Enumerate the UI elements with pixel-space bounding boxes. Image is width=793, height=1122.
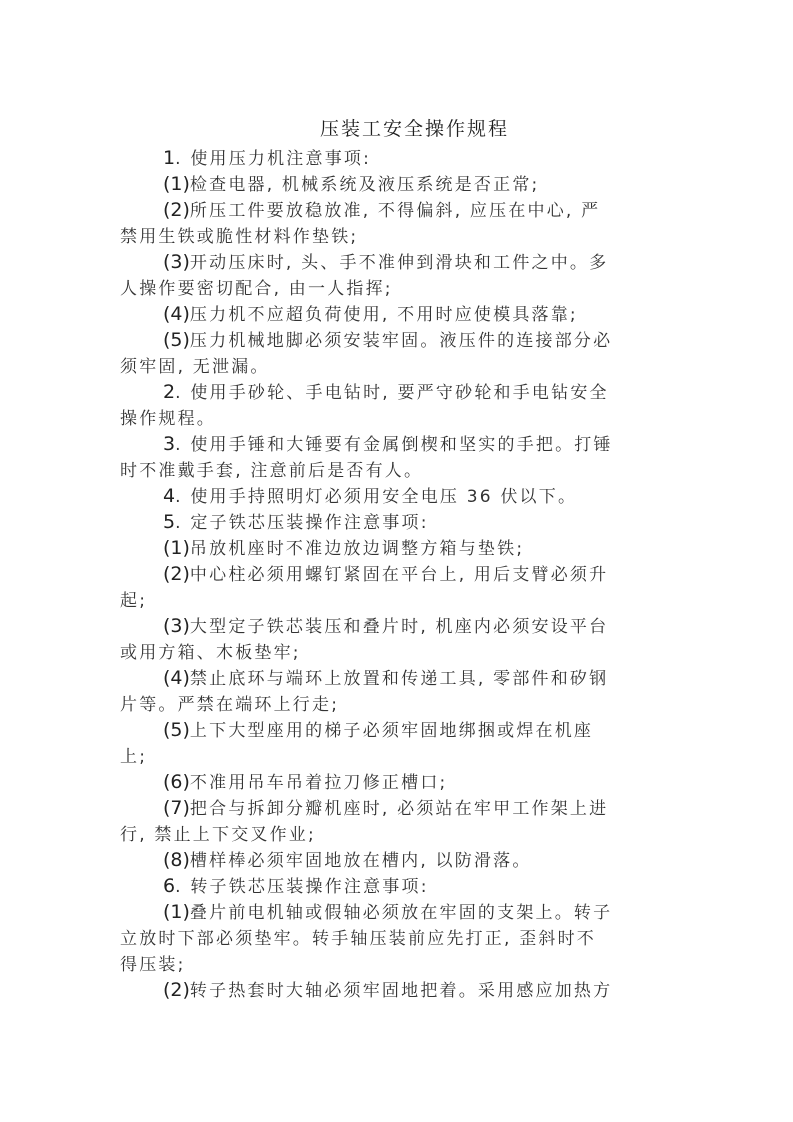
item-number: (2) <box>163 199 190 221</box>
item-number: (5) <box>163 329 190 351</box>
item-separator: . <box>175 877 191 897</box>
line-text: 中心柱必须用螺钉紧固在平台上, 用后支臂必须升 <box>189 565 609 585</box>
continuation-line <box>120 353 665 379</box>
line-text: 立放时下部必须垫牢。转手轴压装前应先打正, 歪斜时不 <box>120 929 597 949</box>
line-text: 行, 禁止上下交叉作业; <box>120 825 316 845</box>
line-text: 压力机械地脚必须安装牢固。液压件的连接部分必 <box>189 331 613 351</box>
line-text: 不准用吊车吊着拉刀修正槽口; <box>189 773 448 793</box>
continuation-line <box>120 821 665 847</box>
item-number: (3) <box>163 251 190 273</box>
numbered-line <box>120 535 665 561</box>
item-number: (8) <box>163 849 190 871</box>
line-text: 把合与拆卸分瓣机座时, 必须站在牢甲工作架上进 <box>189 799 609 819</box>
numbered-line <box>120 431 665 457</box>
item-number: 5 <box>163 511 176 533</box>
numbered-line <box>120 379 665 405</box>
item-number: (5) <box>163 719 190 741</box>
item-number: 1 <box>163 147 176 169</box>
line-text: 转子铁芯压装操作注意事项: <box>190 877 429 897</box>
line-text: 转子热套时大轴必须牢固地把着。采用感应加热方 <box>189 981 613 1001</box>
item-number: (2) <box>163 979 190 1001</box>
numbered-line <box>120 327 665 353</box>
numbered-line <box>120 197 665 223</box>
continuation-line <box>120 275 665 301</box>
continuation-line <box>120 639 665 665</box>
item-number: 4 <box>163 485 176 507</box>
item-number: (4) <box>163 303 190 325</box>
document-body <box>120 145 665 1003</box>
document-title: 压装工安全操作规程 <box>319 118 509 140</box>
item-number: 2 <box>163 381 176 403</box>
line-text: 槽样棒必须牢固地放在槽内, 以防滑落。 <box>189 851 532 871</box>
item-number: (1) <box>163 173 190 195</box>
numbered-line <box>120 795 665 821</box>
line-text: 人操作要密切配合, 由一人指挥; <box>120 279 393 299</box>
line-text: 大型定子铁芯装压和叠片时, 机座内必须安设平台 <box>189 617 609 637</box>
line-text: 叠片前电机轴或假轴必须放在牢固的支架上。转子 <box>189 903 613 923</box>
item-separator: . <box>175 383 191 403</box>
numbered-line <box>120 873 665 899</box>
line-text: 使用手持照明灯必须用安全电压 36 伏以下。 <box>190 487 578 507</box>
numbered-line <box>120 977 665 1003</box>
continuation-line <box>120 951 665 977</box>
continuation-line <box>120 223 665 249</box>
line-text: 压力机不应超负荷使用, 不用时应使模具落靠; <box>189 305 578 325</box>
item-number: (6) <box>163 771 190 793</box>
line-text: 定子铁芯压装操作注意事项: <box>190 513 429 533</box>
line-text: 所压工件要放稳放准, 不得偏斜, 应压在中心, 严 <box>189 201 601 221</box>
numbered-line <box>120 613 665 639</box>
numbered-line <box>120 145 665 171</box>
numbered-line <box>120 509 665 535</box>
item-number: (7) <box>163 797 190 819</box>
continuation-line <box>120 925 665 951</box>
item-number: 6 <box>163 875 176 897</box>
continuation-line <box>120 405 665 431</box>
continuation-line <box>120 743 665 769</box>
item-number: (1) <box>163 537 190 559</box>
line-text: 检查电器, 机械系统及液压系统是否正常; <box>189 175 540 195</box>
item-number: (2) <box>163 563 190 585</box>
line-text: 上下大型座用的梯子必须牢固地绑捆或焊在机座 <box>189 721 594 741</box>
item-separator: . <box>175 487 191 507</box>
line-text: 操作规程。 <box>120 409 216 429</box>
numbered-line <box>120 301 665 327</box>
numbered-line <box>120 847 665 873</box>
line-text: 起; <box>120 591 148 611</box>
numbered-line <box>120 249 665 275</box>
line-text: 或用方箱、木板垫牢; <box>120 643 301 663</box>
line-text: 得压装; <box>120 955 186 975</box>
numbered-line <box>120 769 665 795</box>
numbered-line <box>120 561 665 587</box>
item-number: (4) <box>163 667 190 689</box>
item-separator: . <box>175 435 191 455</box>
numbered-line <box>120 717 665 743</box>
numbered-line <box>120 899 665 925</box>
item-separator: . <box>175 149 191 169</box>
numbered-line <box>120 483 665 509</box>
continuation-line <box>120 587 665 613</box>
line-text: 禁止底环与端环上放置和传递工具, 零部件和矽钢 <box>189 669 609 689</box>
line-text: 片等。严禁在端环上行走; <box>120 695 340 715</box>
item-number: 3 <box>163 433 176 455</box>
line-text: 须牢固, 无泄漏。 <box>120 357 270 377</box>
line-text: 吊放机座时不准边放边调整方箱与垫铁; <box>189 539 525 559</box>
continuation-line <box>120 457 665 483</box>
numbered-line <box>120 171 665 197</box>
line-text: 上; <box>120 747 148 767</box>
continuation-line <box>120 691 665 717</box>
numbered-line <box>120 665 665 691</box>
line-text: 时不准戴手套, 注意前后是否有人。 <box>120 461 424 481</box>
line-text: 使用手砂轮、手电钻时, 要严守砂轮和手电钻安全 <box>190 383 609 403</box>
item-number: (3) <box>163 615 190 637</box>
item-separator: . <box>175 513 191 533</box>
item-number: (1) <box>163 901 190 923</box>
line-text: 使用压力机注意事项: <box>190 149 372 169</box>
line-text: 开动压床时, 头、手不准伸到滑块和工件之中。多 <box>189 253 609 273</box>
line-text: 使用手锤和大锤要有金属倒楔和坚实的手把。打锤 <box>190 435 613 455</box>
line-text: 禁用生铁或脆性材料作垫铁; <box>120 227 359 247</box>
